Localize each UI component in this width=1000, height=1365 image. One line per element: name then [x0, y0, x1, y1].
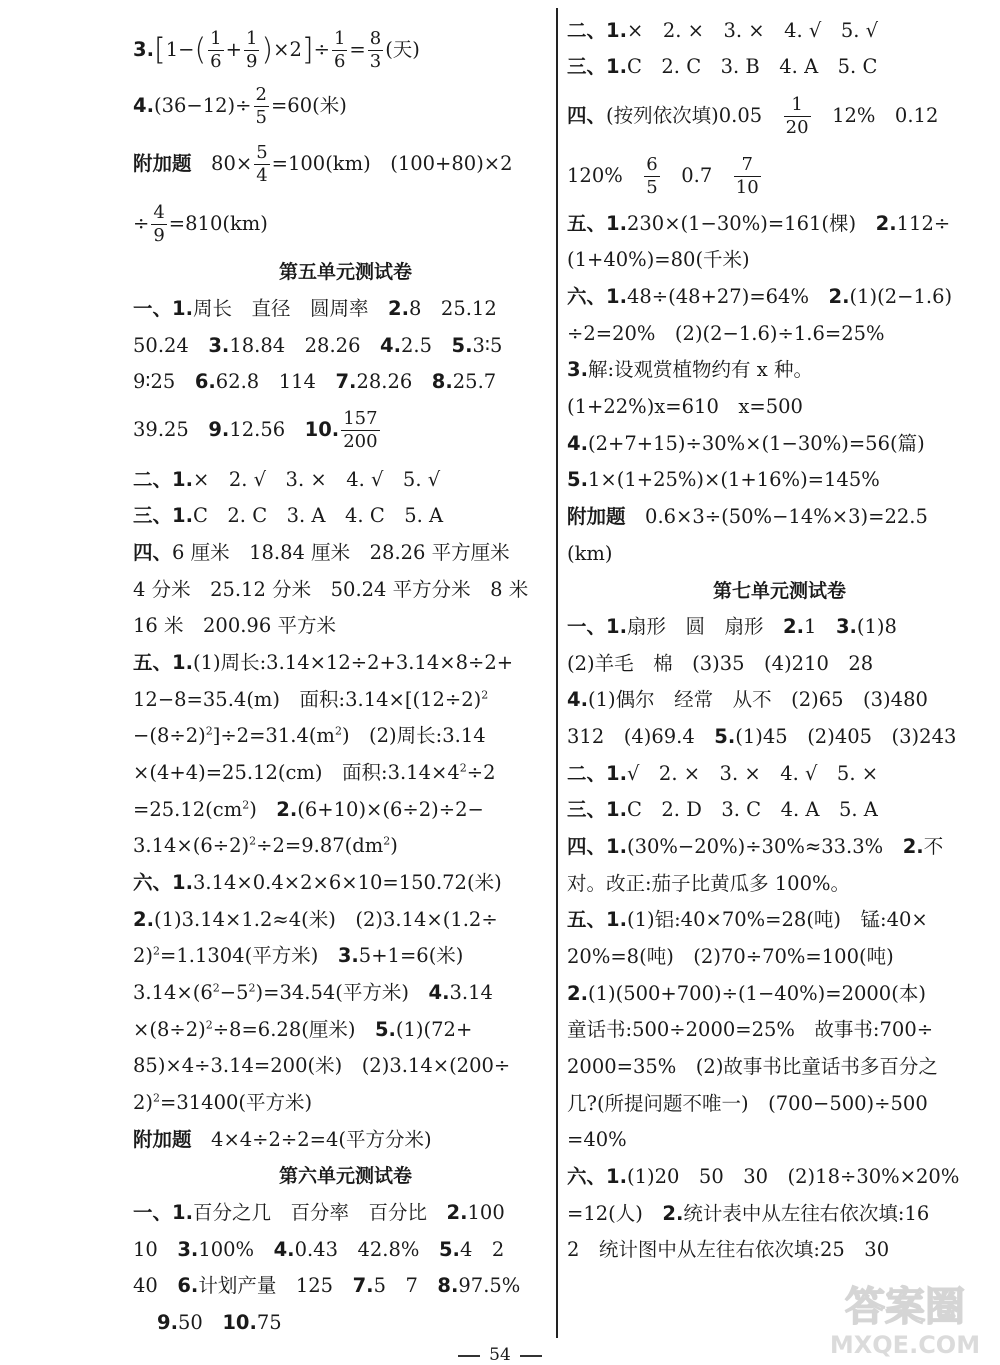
answer-line: 五、1.(1)铝:40×70%=28(吨) 锰:40×: [567, 908, 928, 931]
answer-line: 2)$^2$=1.1304(平方米) 3.5+1=6(米): [133, 944, 464, 967]
watermark-text: 答案圈: [845, 1284, 965, 1330]
page-number: 54: [470, 1346, 530, 1364]
answer-line: =12(人) 2.统计表中从左往右依次填:16: [567, 1202, 930, 1225]
answer-line: 四、6 厘米 18.84 厘米 28.26 平方厘米: [133, 541, 510, 564]
answer-line: $\times(8\div 2)^2\div 8=6.28$(厘米) 5.(1)(72+: [133, 1018, 473, 1041]
answer-line: $3.14\times(6\div 2)^2\div 2=9.87(dm^2)$: [133, 834, 398, 857]
answer-line: 四、1.(30%−20%)÷30%≈33.3% 2.不: [567, 835, 944, 858]
answer-line: $-(8\div 2)^2]\div 2=31.4(m^2)$ (2)周长:3.14: [133, 724, 486, 747]
answer-line: 85)×4÷3.14=200(米) (2)3.14×(200÷: [133, 1054, 511, 1077]
answer-line: 50.24 3.18.84 28.26 4.2.5 5.3∶5: [133, 334, 503, 357]
section-heading: 第六单元测试卷: [278, 1165, 412, 1187]
watermark-domain: MXQE.COM: [829, 1331, 981, 1359]
answer-line: 一、1.百分之几 百分率 百分比 2.100: [133, 1201, 505, 1224]
answer-line: 六、1.(1)20 50 30 (2)18÷30%×20%: [567, 1165, 960, 1188]
answer-line: 三、1.C 2. C 3. B 4. A 5. C: [567, 55, 878, 78]
answer-line: 120% $\frac{6}{5}$ 0.7 $\frac{7}{10}$: [567, 154, 759, 198]
answer-line: 童话书:500÷2000=25% 故事书:700÷: [567, 1018, 934, 1041]
answer-line: 4.(2+7+15)÷30%×(1−30%)=56(篇): [567, 432, 925, 455]
answer-line: 几?(所提问题不唯一) (700−500)÷500: [567, 1092, 928, 1115]
answer-line: 9∶25 6.62.8 114 7.28.26 8.25.7: [133, 370, 497, 393]
answer-line: 2)$^2$=31400(平方米): [133, 1091, 313, 1114]
answer-line: 五、1.(1)周长:3.14×12÷2+3.14×8÷2+: [133, 651, 514, 674]
answer-line: (km): [567, 542, 613, 565]
answer-line: 二、1.× 2. √ 3. × 4. √ 5. √: [133, 468, 441, 491]
answer-line: ÷2=20% (2)(2−1.6)÷1.6=25%: [567, 322, 885, 345]
answer-line: 39.25 9.12.56 10. $\frac{157}{200}$: [133, 408, 378, 452]
answer-line: ÷ $\frac{4}{9}$ =810(km): [133, 202, 268, 246]
answer-line: 二、1.× 2. × 3. × 4. √ 5. √: [567, 19, 879, 42]
watermark-logo: [815, 1275, 995, 1360]
answer-line: ×(4+4)=25.12(cm) 面积$:3.14\times 4^2\div 2$: [133, 761, 496, 784]
bonus-line: 附加题 0.6×3÷(50%−14%×3)=22.5: [567, 505, 928, 528]
answer-line: 12−8=35.4(m) 面积$:3.14\times[(12\div 2)^2$: [133, 688, 489, 711]
answer-line: 3.解:设观赏植物约有 x 种。: [567, 358, 813, 381]
answer-line: 五、1.230×(1−30%)=161(棵) 2.112÷: [567, 212, 951, 235]
answer-line: 2.(1)(500+700)÷(1−40%)=2000(本): [567, 982, 926, 1005]
answer-line: 20%=8(吨) (2)70÷70%=100(吨): [567, 945, 894, 968]
answer-line: 一、1.周长 直径 圆周率 2.8 25.12: [133, 297, 497, 320]
answer-line: 312 (4)69.4 5.(1)45 (2)405 (3)243: [567, 725, 957, 748]
answer-line: 四、(按列依次填)0.05 $\frac{1}{20}$ 12% 0.12: [567, 94, 939, 138]
answer-line: 4.(1)偶尔 经常 从不 (2)65 (3)480: [567, 688, 928, 711]
answer-line: 2000=35% (2)故事书比童话书多百分之: [567, 1055, 938, 1078]
answer-line: $3.14\times(6^2-5^2)=34.54$(平方米) 4.3.14: [133, 981, 493, 1004]
answer-line: 对。改正:茄子比黄瓜多 100%。: [567, 872, 851, 895]
watermark-logo-icon: [815, 1275, 995, 1360]
answer-line: 2 统计图中从左往右依次填:25 30: [567, 1238, 890, 1261]
answer-line: 三、1.C 2. C 3. A 4. C 5. A: [133, 504, 444, 527]
answer-line: 5.1×(1+25%)×(1+16%)=145%: [567, 468, 880, 491]
answer-line: 2.(1)3.14×1.2≈4(米) (2)3.14×(1.2÷: [133, 908, 498, 931]
answer-line: 三、1.C 2. D 3. C 4. A 5. A: [567, 798, 878, 821]
answer-line: 二、1.√ 2. × 3. × 4. √ 5. ×: [567, 762, 879, 785]
answer-line: 一、1.扇形 圆 扇形 2.1 3.(1)8: [567, 615, 897, 638]
bonus-line: 附加题 4×4÷2÷2=4(平方分米): [133, 1128, 432, 1151]
answer-line: 10 3.100% 4.0.43 42.8% 5.4 2: [133, 1238, 505, 1261]
answer-line: 40 6.计划产量 125 7.5 7 8.97.5%: [133, 1274, 521, 1297]
answer-line: (2)羊毛 棉 (3)35 (4)210 28: [567, 652, 874, 675]
answer-line: 3.[1−( $\frac{1}{6}$ + $\frac{1}{9}$ )×2]÷ $\frac{1}{6}$ = $\frac{8}{3}$ (天): [133, 28, 420, 72]
answer-line: 4.(36−12)÷ $\frac{2}{5}$ =60(米): [133, 84, 347, 128]
answer-line: =40%: [567, 1128, 627, 1151]
answer-line: (1+40%)=80(千米): [567, 248, 750, 271]
answer-line: 六、1.48÷(48+27)=64% 2.(1)(2−1.6): [567, 285, 953, 308]
answer-line: 六、1.3.14×0.4×2×6×10=150.72(米): [133, 871, 502, 894]
answer-line: (1+22%)x=610 x=500: [567, 395, 803, 418]
section-heading: 第七单元测试卷: [712, 580, 846, 602]
answer-line: 9.50 10.75: [157, 1311, 282, 1334]
column-divider: [556, 8, 558, 1338]
answer-line: $=25.12(cm^2)$ 2.(6+10)×(6÷2)÷2−: [133, 798, 484, 821]
answer-line: 4 分米 25.12 分米 50.24 平方分米 8 米: [133, 578, 529, 601]
section-heading: 第五单元测试卷: [278, 261, 412, 283]
answer-line: 16 米 200.96 平方米: [133, 614, 336, 637]
bonus-line: 附加题 80× $\frac{5}{4}$ =100(km) (100+80)×2: [133, 142, 513, 186]
